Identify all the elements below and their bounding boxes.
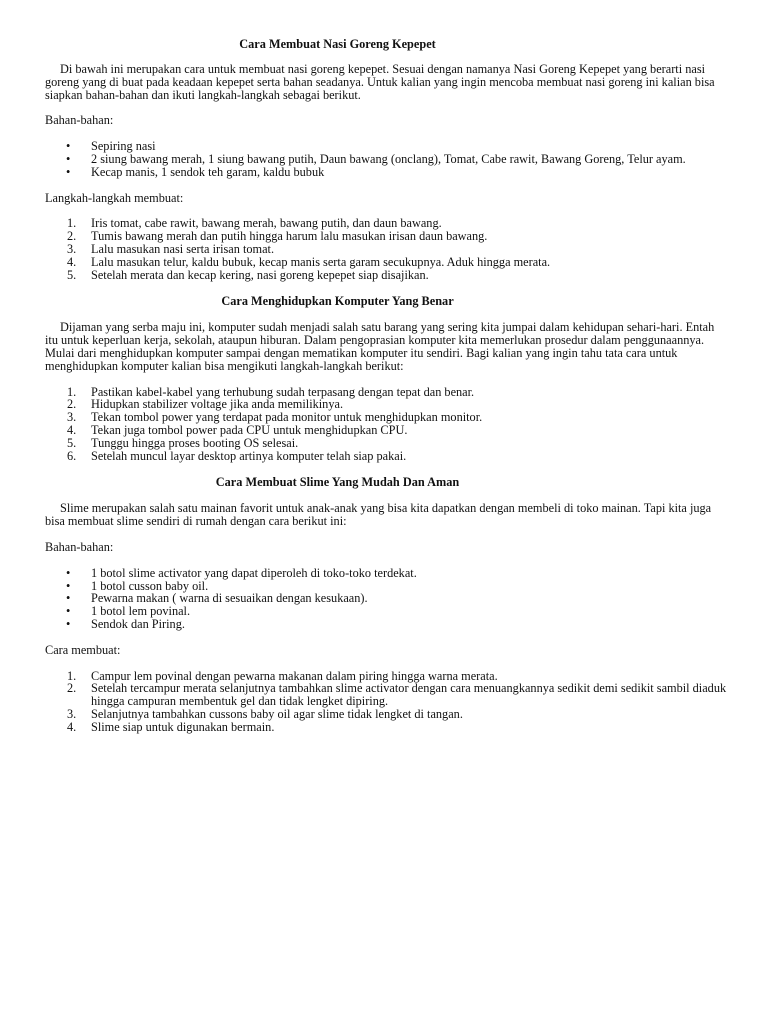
list-item: 4. Tekan juga tombol power pada CPU untuk menghidupkan CPU. xyxy=(67,422,408,437)
section-slime xyxy=(45,476,730,733)
list-item: 5. Tunggu hingga proses booting OS selesai. xyxy=(67,435,299,450)
steps-list xyxy=(45,217,730,281)
list-item: • 1 botol slime activator yang dapat diperoleh di toko-toko terdekat. xyxy=(45,567,730,580)
list-item: 6. Setelah muncul layar desktop artinya komputer telah siap pakai. xyxy=(67,448,407,463)
section-title: Cara Menghidupkan Komputer Yang Benar xyxy=(221,294,454,309)
materials-list xyxy=(45,140,730,178)
list-item: 4. Slime siap untuk digunakan bermain. xyxy=(67,719,275,734)
list-item: 1. Iris tomat, cabe rawit, bawang merah, bawang putih, dan daun bawang. xyxy=(67,216,442,231)
list-item: • Kecap manis, 1 sendok teh garam, kaldu bubuk xyxy=(45,166,730,179)
steps-label: Langkah-langkah membuat: xyxy=(45,190,184,205)
list-item: 2. Setelah tercampur merata selanjutnya tambahkan slime activator dengan cara menuangkannya sedikit demi sedikit sambil diaduk hingga campuran membentuk gel dan tidak lengket dipiring. xyxy=(67,681,727,709)
list-item: • 1 botol lem povinal. xyxy=(45,605,730,618)
materials-label: Bahan-bahan: xyxy=(45,539,114,554)
document-page xyxy=(45,38,730,733)
section-komputer xyxy=(45,295,730,462)
list-item: 1. Campur lem povinal dengan pewarna makanan dalam piring hingga warna merata. xyxy=(67,668,498,683)
steps-label: Cara membuat: xyxy=(45,642,121,657)
list-item: 3. Lalu masukan nasi serta irisan tomat. xyxy=(67,241,275,256)
list-item: • 1 botol cusson baby oil. xyxy=(45,580,730,593)
steps-list xyxy=(45,386,730,463)
list-item: 1. Pastikan kabel-kabel yang terhubung sudah terpasang dengan tepat dan benar. xyxy=(67,384,475,399)
section-intro: Di bawah ini merupakan cara untuk membuat nasi goreng kepepet. Sesuai dengan namanya Nasi Goreng Kepepet yang berarti nasi goreng yang di buat pada keadaan kepepet serta bahan seadanya. Untuk kalian yang ingin mencoba membuat nasi goreng ini kalian bisa siapkan bahan-bahan dan ikuti langkah-langkah sebagai berikut. xyxy=(45,62,715,102)
list-item: 5. Setelah merata dan kecap kering, nasi goreng kepepet siap disajikan. xyxy=(67,267,429,282)
section-nasi-goreng xyxy=(45,38,730,281)
list-item: 4. Lalu masukan telur, kaldu bubuk, kecap manis serta garam secukupnya. Aduk hingga merata. xyxy=(67,254,551,269)
section-intro: Dijaman yang serba maju ini, komputer sudah menjadi salah satu barang yang sering kita jumpai dalam kehidupan sehari-hari. Entah itu untuk keperluan kerja, sekolah, ataupun hiburan. Dalam pengoprasian komputer kita memerlukan prosedur dalam penggunaannya. Mulai dari menghidupkan komputer sampai dengan mematikan komputer itu sendiri. Bagi kalian yang ingin tahu tata cara untuk menghidupkan komputer kalian bisa mengikuti langkah-langkah berikut: xyxy=(45,320,715,373)
list-item: 3. Selanjutnya tambahkan cussons baby oil agar slime tidak lengket di tangan. xyxy=(67,706,463,721)
materials-label: Bahan-bahan: xyxy=(45,113,114,128)
list-item: 3. Tekan tombol power yang terdapat pada monitor untuk menghidupkan monitor. xyxy=(67,410,483,425)
section-title: Cara Membuat Slime Yang Mudah Dan Aman xyxy=(215,475,460,490)
list-item: 2. Hidupkan stabilizer voltage jika anda memilikinya. xyxy=(67,397,344,412)
steps-list xyxy=(45,670,730,734)
materials-list xyxy=(45,567,730,631)
list-item: • Sepiring nasi xyxy=(45,140,730,153)
section-intro: Slime merupakan salah satu mainan favorit untuk anak-anak yang bisa kita dapatkan dengan membeli di toko mainan. Tapi kita juga bisa membuat slime sendiri di rumah dengan cara berikut ini: xyxy=(45,501,712,529)
list-item: 2. Tumis bawang merah dan putih hingga harum lalu masukan irisan daun bawang. xyxy=(67,229,488,244)
list-item: • Pewarna makan ( warna di sesuaikan dengan kesukaan). xyxy=(45,592,730,605)
section-title: Cara Membuat Nasi Goreng Kepepet xyxy=(239,37,436,51)
list-item: • Sendok dan Piring. xyxy=(45,618,730,631)
list-item: • 2 siung bawang merah, 1 siung bawang putih, Daun bawang (onclang), Tomat, Cabe rawit, Bawang Goreng, Telur ayam. xyxy=(45,153,730,166)
